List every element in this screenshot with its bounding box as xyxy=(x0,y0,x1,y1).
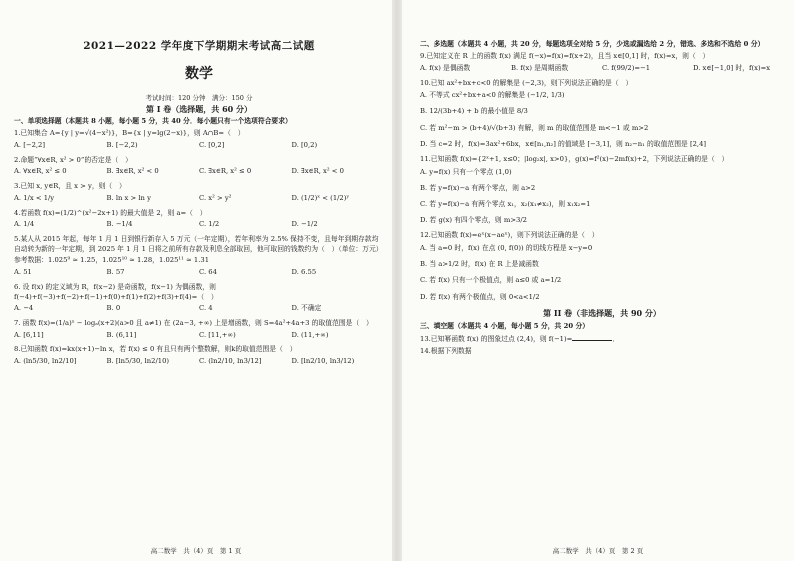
option-c: C. [11,+∞) xyxy=(199,330,236,339)
option-a: A. y=f(x) 只有一个零点 (1,0) xyxy=(420,167,512,176)
option-b: B. (6,11] xyxy=(106,330,137,339)
option-d: D. [ln2/10, ln3/12) xyxy=(291,357,355,366)
option-b: B. 若 y=f(x)−a 有两个零点，则 a>2 xyxy=(420,183,536,192)
question-options xyxy=(14,194,384,204)
question-options xyxy=(14,331,384,341)
question-6 xyxy=(14,283,384,314)
question-10 xyxy=(420,79,784,149)
option-c: C. 若 m²−m > (b+4)/√(b+3) 有解，则 m 的取值范围是 m<−1 或 m>2 xyxy=(420,123,649,132)
question-options xyxy=(14,268,384,278)
subject-heading: 数学 xyxy=(185,66,213,82)
question-options xyxy=(14,304,384,314)
question-stem: 10.已知 ax²+bx+c<0 的解集是 (−2,3)，则下列说法正确的是（ ） xyxy=(420,78,633,87)
option-a: A. [−2,2] xyxy=(14,140,46,149)
option-b: B. 0 xyxy=(106,304,121,313)
question-stem: 3.已知 x, y∈R，且 x > y，则（ ） xyxy=(14,182,126,191)
question-4 xyxy=(14,209,384,230)
option-b: B. [ln5/30, ln2/10) xyxy=(106,357,170,366)
exam-title: 2021—2022 学年度下学期期末考试高二试题 xyxy=(83,40,315,52)
page-2-footer: 高二数学 共（4）页 第 2 页 xyxy=(552,547,644,555)
option-d: D. ∃x∈R, x² < 0 xyxy=(291,167,344,176)
option-c: C. 4 xyxy=(199,304,213,313)
exam-page-2 xyxy=(402,0,794,561)
question-options xyxy=(14,357,384,367)
option-a: A. [6,11] xyxy=(14,330,44,339)
question-stem: 1.已知集合 A={y | y=√(4−x²)}，B={x | y=lg(2−x)}，则 A∩B=（ ） xyxy=(14,129,245,138)
page-1-footer: 高二数学 共（4）页 第 1 页 xyxy=(150,547,242,555)
question-stem: 5.某人从 2015 年起，每年 1 月 1 日到银行新存入 5 万元（一年定期），若年利率为 2.5% 保持不变，且每年到期存款均自动转为新的一年定期，到 2025 年 1 月 1 日将之前所有存款及利息全部取回，他可取回的钱数约为（ ）（单位：万元） xyxy=(14,235,383,253)
question-13: 13.已知幂函数 f(x) 的图象过点 (2,4)，则 f(−1)= ． xyxy=(420,335,620,343)
option-b: B. ∃x∈R, x² < 0 xyxy=(106,167,159,176)
option-c: C. 若 f(x) 只有一个极值点，则 a≤0 或 a=1/2 xyxy=(420,276,562,285)
question-stem: 7. 函数 f(x)=(1/a)ˣ − logₐ(x+2)(a>0 且 a≠1) 在 (2a−3, +∞) 上是增函数，则 S=4a²+4a+3 的取值范围是（ ） xyxy=(14,319,373,327)
question-12 xyxy=(420,231,784,301)
question-9 xyxy=(420,52,784,73)
section-1-heading: 一、单项选择题（本题共 8 小题，每小题 5 分，共 40 分．每小题只有一个选项符合要求） xyxy=(14,117,292,125)
option-d: D. 若 f(x) 有两个极值点，则 0<a<1/2 xyxy=(420,292,540,301)
option-a: A. 不等式 cx²+bx+a<0 的解集是 (−1/2, 1/3) xyxy=(420,91,565,100)
option-b: B. 57 xyxy=(106,268,125,277)
option-a: A. ∀x∈R, x² ≤ 0 xyxy=(14,167,67,176)
question-options xyxy=(420,64,784,74)
section-3-heading: 三、填空题（本题共 4 小题，每小题 5 分，共 20 分） xyxy=(420,321,590,330)
option-b: B. [−2,2) xyxy=(106,140,138,149)
option-a: A. −4 xyxy=(14,304,34,313)
option-d: D. 当 c=2 时，f(x)=3ax²+6bx，x∈[n₁,n₂] 的值域是 [−3,1]，则 n₂−n₁ 的取值范围是 [2,4] xyxy=(420,139,707,148)
option-c: C. ∃x∈R, x² ≤ 0 xyxy=(199,167,252,176)
option-c: C. f(99/2)=−1 xyxy=(602,63,651,72)
question-stem: 12.已知函数 f(x)=eˣ(x−aeˣ)，则下列说法正确的是（ ） xyxy=(420,231,599,240)
option-a: A. 1/4 xyxy=(14,220,35,229)
reference-data: 参考数据：1.025⁹ ≈ 1.25，1.025¹⁰ ≈ 1.28，1.025¹¹ ≈ 1.31 xyxy=(14,256,210,265)
question-stem: 6. 设 f(x) 的定义域为 R，f(x−2) 是奇函数，f(x−1) 为偶函数，则 f(−4)+f(−3)+f(−2)+f(−1)+f(0)+f(1)+f(2)+f(3)+f(4)=（ ） xyxy=(14,282,218,301)
option-c: C. 若 y=f(x)−a 有两个零点 x₁，x₂(x₁≠x₂)，则 x₁x₂=1 xyxy=(420,200,591,209)
option-a: A. f(x) 是偶函数 xyxy=(420,63,471,72)
question-7 xyxy=(14,319,384,340)
option-d: D. 不确定 xyxy=(291,304,322,313)
option-d: D. [0,2) xyxy=(291,140,318,149)
question-stem: 11.已知函数 f(x)={2ˣ+1, x≤0；|log₂x|, x>0}，g(x)=f²(x)−2mf(x)+2，下列说法正确的是（ ） xyxy=(420,155,729,164)
option-b: B. 当 a>1/2 时，f(x) 在 R 上是减函数 xyxy=(420,260,539,269)
option-c: C. x² > y² xyxy=(199,193,232,202)
question-stem: 4.若函数 f(x)=(1/2)^(x²−2x+1) 的最大值是 2，则 a=（ ） xyxy=(14,208,207,217)
question-2 xyxy=(14,156,384,177)
option-a: A. 51 xyxy=(14,268,32,277)
page-2-content xyxy=(420,38,784,358)
option-d: D. 若 g(x) 有四个零点，则 m>3/2 xyxy=(420,216,527,225)
volume-2-heading: 第 II 卷（非选择题，共 90 分） xyxy=(543,307,661,318)
option-c: C. (ln2/10, ln3/12] xyxy=(199,357,262,366)
option-d: D. (1/2)ˣ < (1/2)ʸ xyxy=(291,193,350,202)
volume-1-heading: 第 I 卷（选择题，共 60 分） xyxy=(145,104,252,114)
option-b: B. f(x) 是周期函数 xyxy=(511,63,569,72)
question-options xyxy=(14,167,384,177)
option-d: D. −1/2 xyxy=(291,220,318,229)
option-c: C. 1/2 xyxy=(199,220,220,229)
exam-info: 考试时间：120 分钟 满分：150 分 xyxy=(145,94,253,102)
option-a: A. 当 a=0 时，f(x) 在点 (0, f(0)) 的切线方程是 x−y=0 xyxy=(420,244,593,253)
option-d: D. x∈[−1,0] 时，f(x)=x xyxy=(693,63,771,72)
page-gutter xyxy=(392,0,402,561)
question-stem: 8.已知函数 f(x)=kx(x+1)−ln x，若 f(x) ≤ 0 有且只有两个整数解，则k的取值范围是（ ） xyxy=(14,345,297,354)
question-11 xyxy=(420,155,784,225)
page-1-content xyxy=(14,38,384,372)
question-stem: 9.已知定义在 R 上的函数 f(x) 满足 f(−x)=f(x)=f(x+2)，且当 x∈[0,1] 时，f(x)=x，则（ ） xyxy=(420,52,710,61)
option-b: B. −1/4 xyxy=(106,220,133,229)
question-14: 14.根据下列数据 xyxy=(420,346,472,355)
option-c: C. 64 xyxy=(199,268,217,277)
question-1 xyxy=(14,129,384,150)
question-stem: 2.命题“∀x∈R, x² > 0”的否定是（ ） xyxy=(14,155,132,164)
option-a: A. 1/x < 1/y xyxy=(14,193,55,202)
option-b: B. 12/(3b+4) + b 的最小值是 8/3 xyxy=(420,107,528,116)
option-d: D. 6.55 xyxy=(291,268,317,277)
option-c: C. [0,2] xyxy=(199,140,225,149)
option-d: D. (11,+∞) xyxy=(291,330,329,339)
answer-blank xyxy=(572,334,612,341)
question-5 xyxy=(14,235,384,278)
option-a: A. (ln5/30, ln2/10] xyxy=(14,357,77,366)
question-options xyxy=(14,141,384,151)
question-stem: 13.已知幂函数 f(x) 的图象过点 (2,4)，则 f(−1)= xyxy=(420,335,573,343)
option-b: B. ln x > ln y xyxy=(106,193,151,202)
question-options xyxy=(14,220,384,230)
question-8 xyxy=(14,345,384,366)
question-3 xyxy=(14,182,384,203)
section-2-heading: 二、多选题（本题共 4 小题，共 20 分，每题选项全对给 5 分，少选或漏选给 2 分，错选、多选和不选给 0 分） xyxy=(420,40,765,48)
exam-page-1 xyxy=(0,0,392,561)
